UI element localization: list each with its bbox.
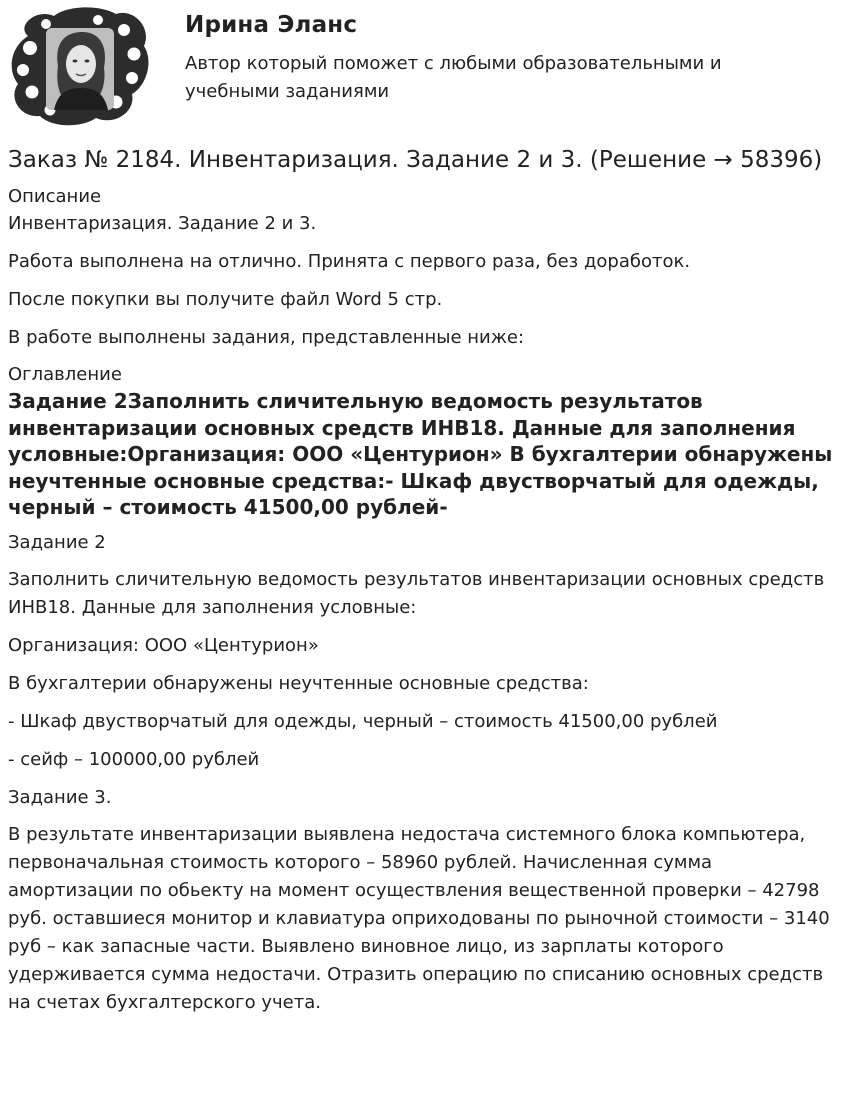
description-paragraph: Работа выполнена на отлично. Принята с первого раза, без доработок. xyxy=(8,251,691,272)
task2-label: Задание 2 xyxy=(8,531,106,553)
toc-label: Оглавление xyxy=(8,364,122,385)
order-title: Заказ № 2184. Инвентаризация. Задание 2 и 3. (Решение → 58396) xyxy=(8,147,823,173)
description-subtitle: Инвентаризация. Задание 2 и 3. xyxy=(8,213,317,234)
task3-label: Задание 3. xyxy=(8,786,112,808)
task2-paragraph: - Шкаф двустворчатый для одежды, черный – стоимость 41500,00 рублей xyxy=(8,710,718,732)
description-paragraph: В работе выполнены задания, представленные ниже: xyxy=(8,327,525,348)
author-description: Автор который поможет с любыми образовательными и учебными заданиями xyxy=(185,53,722,102)
task2-paragraph: Организация: ООО «Центурион» xyxy=(8,634,319,656)
task2-paragraph: В бухгалтерии обнаружены неучтенные основные средства: xyxy=(8,672,589,694)
description-paragraph: После покупки вы получите файл Word 5 стр. xyxy=(8,289,443,310)
task3-paragraph: В результате инвентаризации выявлена недостача системного блока компьютера, первоначальная стоимость которого – 58960 рублей. Начисленная сумма амортизации по обьекту на момент осуществления вещественной проверки – 42798 руб. оставшиеся монитор и клавиатура оприходованы по рыночной стоимости – 3140 руб – как запасные части. Выявлено виновное лицо, из зарплаты которого удерживается сумма недостачи. Отразить операцию по списанию основных средств на счетах бухгалтерского учета. xyxy=(8,823,830,1013)
film-reel-avatar-icon xyxy=(6,6,151,126)
task2-paragraph: Заполнить сличительную ведомость результатов инвентаризации основных средств ИНВ18. Данные для заполнения условные: xyxy=(8,568,825,618)
task2-paragraph: - сейф – 100000,00 рублей xyxy=(8,748,260,770)
author-header xyxy=(0,0,847,132)
toc-text: Задание 2Заполнить сличительную ведомость результатов инвентаризации основных средств ИНВ18. Данные для заполнения условные:Организация: ООО «Центурион» В бухгалтерии обнаружены неучтенные основные средства:- Шкаф двустворчатый для одежды, черный – стоимость 41500,00 рублей- xyxy=(8,389,833,519)
author-name[interactable]: Ирина Эланс xyxy=(185,12,358,38)
author-avatar[interactable] xyxy=(6,6,151,126)
order-content xyxy=(8,146,838,1017)
description-label: Описание xyxy=(8,186,102,207)
